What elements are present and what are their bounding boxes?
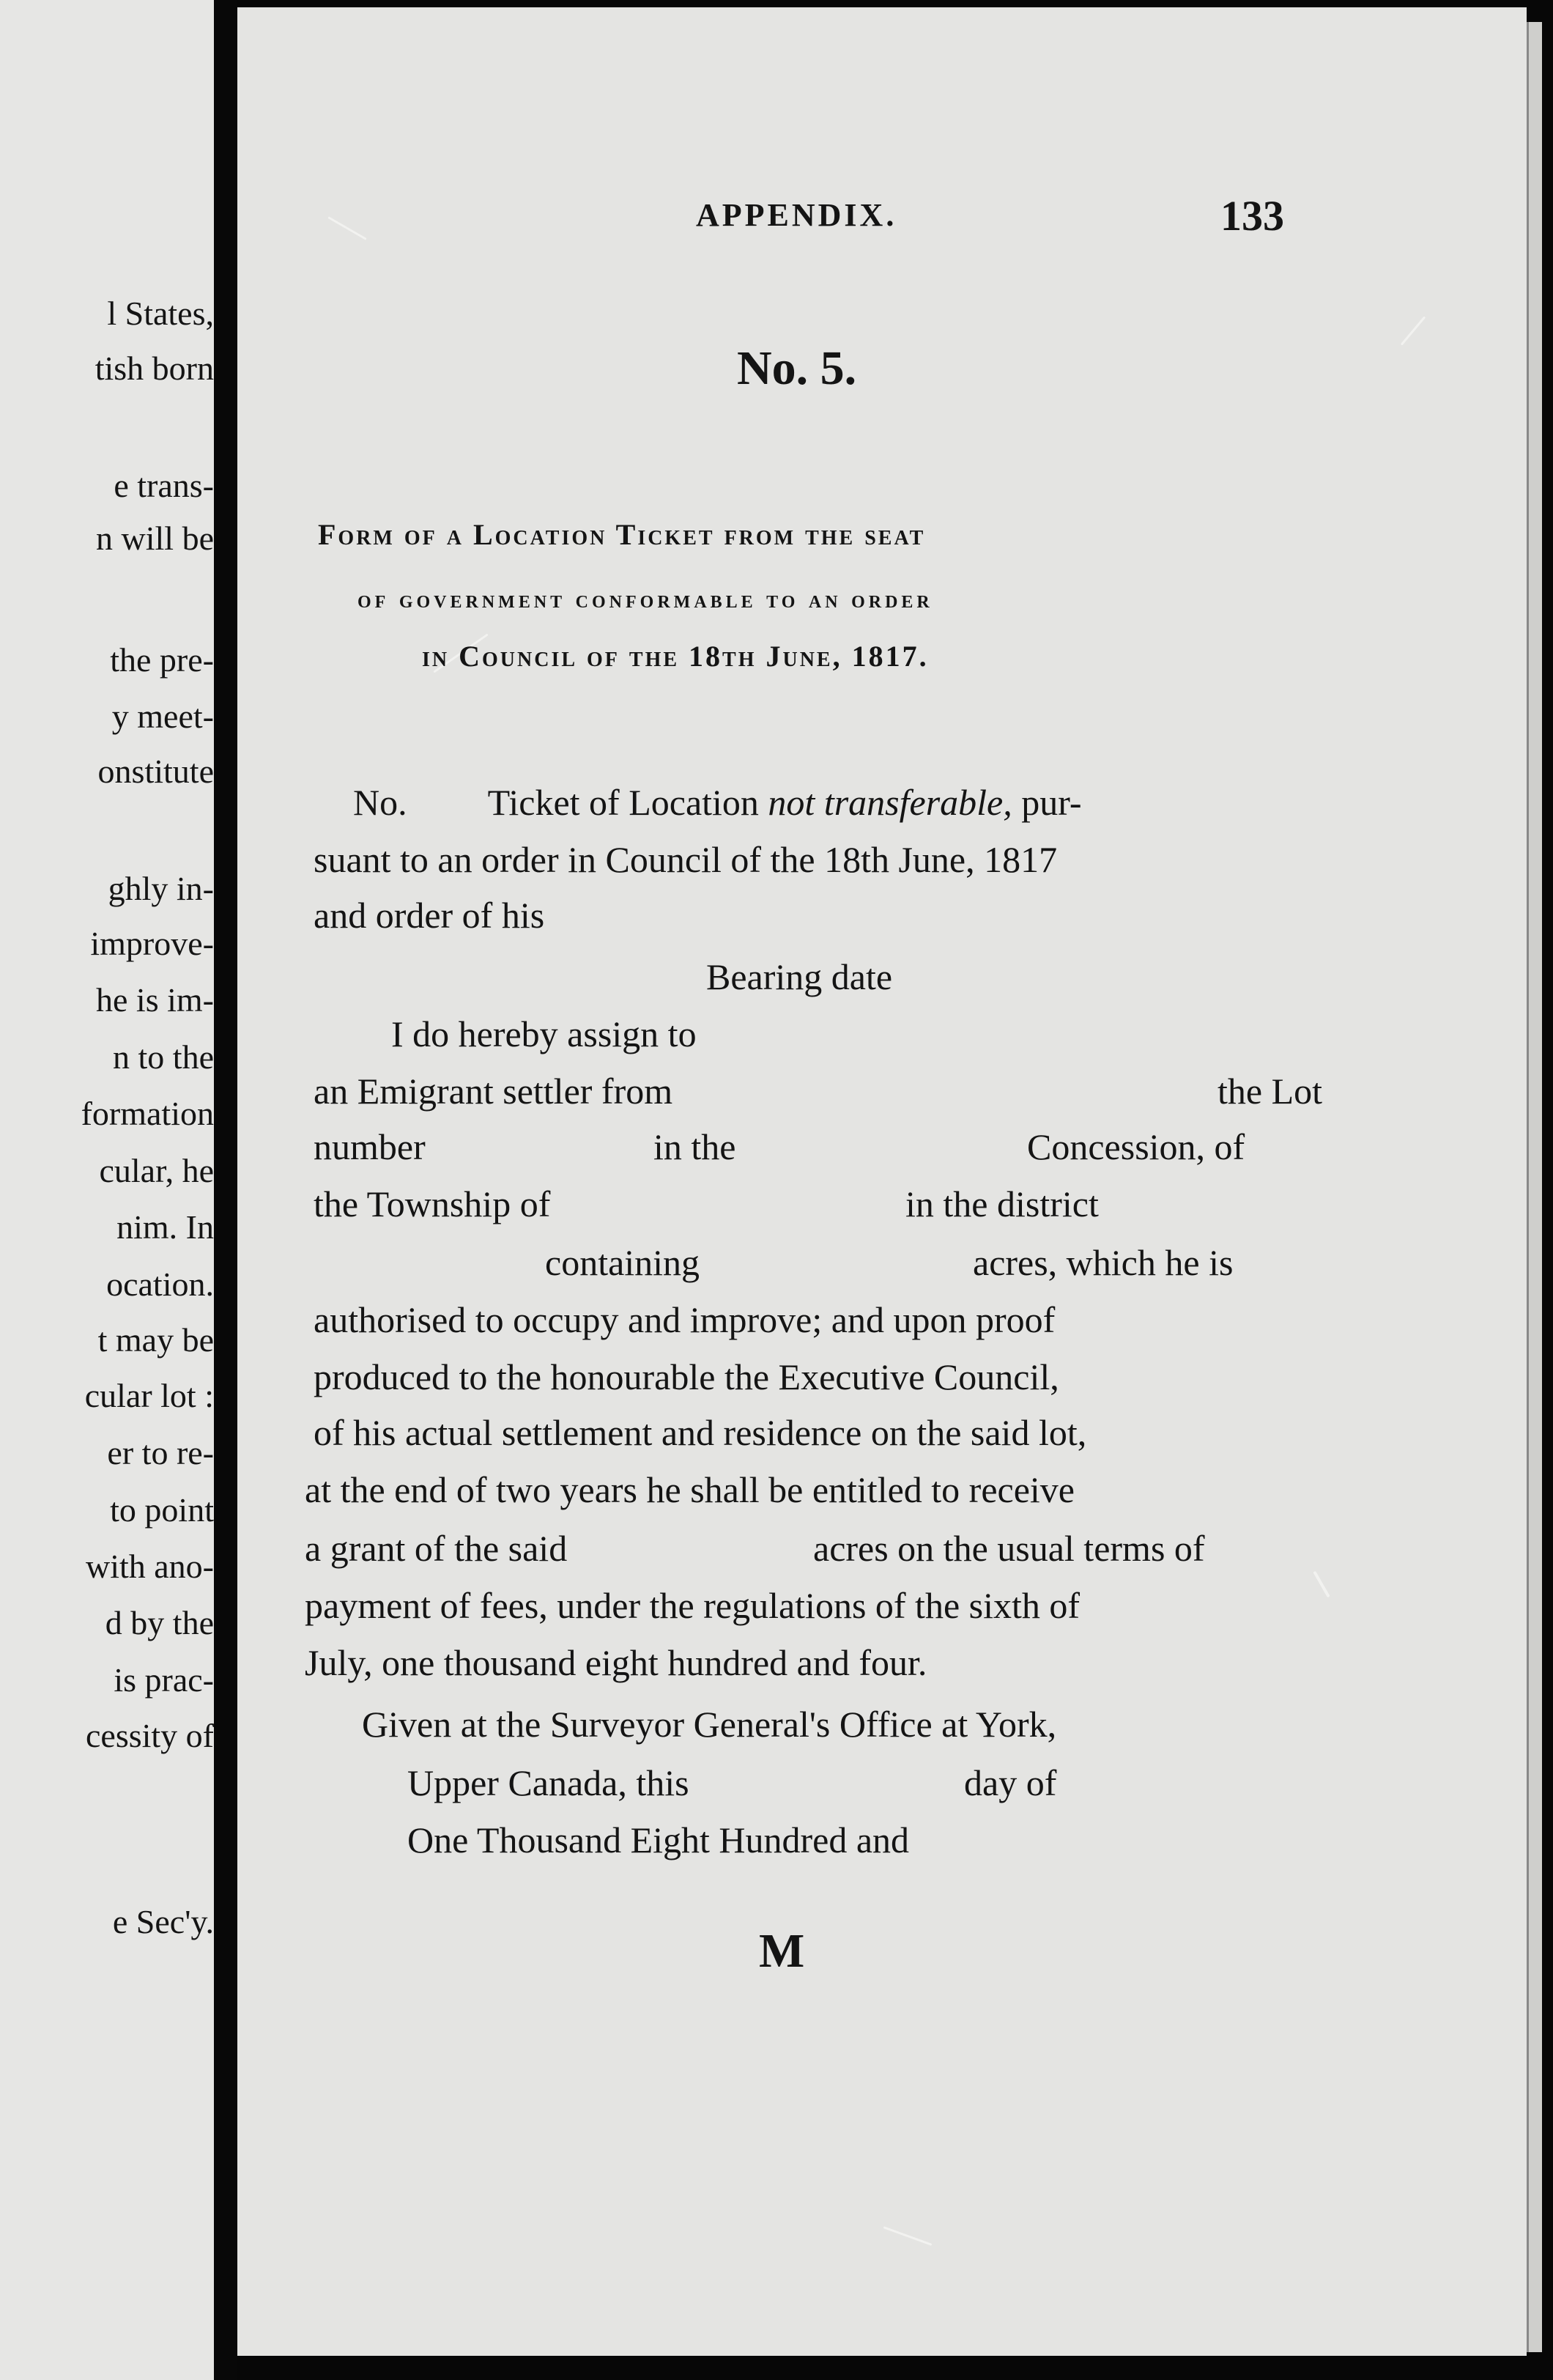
left-page-line: d by the bbox=[105, 1604, 214, 1641]
left-page-line: y meet- bbox=[111, 698, 214, 735]
number-label: number bbox=[314, 1126, 426, 1167]
body-line: and order of his bbox=[314, 895, 545, 936]
left-page-line: ocation. bbox=[106, 1265, 214, 1303]
left-page-line: improve- bbox=[90, 925, 214, 962]
not-transferable-text: not transferable, bbox=[768, 782, 1012, 823]
body-line: July, one thousand eight hundred and four. bbox=[305, 1642, 927, 1683]
left-page-line: cular, he bbox=[99, 1152, 214, 1189]
left-page-line: to point bbox=[110, 1491, 214, 1529]
left-page-line: n will be bbox=[96, 520, 214, 557]
day-of-label: day of bbox=[964, 1762, 1057, 1803]
left-page-line: the pre- bbox=[110, 641, 214, 679]
bearing-date-label: Bearing date bbox=[706, 956, 893, 997]
left-page-line: cessity of bbox=[85, 1717, 214, 1754]
containing-label: containing bbox=[545, 1242, 700, 1283]
left-page-line: cular lot : bbox=[84, 1377, 214, 1414]
book-gutter bbox=[214, 0, 237, 2380]
body-line: suant to an order in Council of the 18th June, 1817 bbox=[314, 839, 1058, 880]
left-page-line: er to re- bbox=[107, 1434, 214, 1471]
left-page-line: formation bbox=[81, 1095, 214, 1132]
scan-speck bbox=[1313, 1571, 1330, 1598]
page-edge bbox=[1527, 22, 1542, 2352]
ticket-text: Ticket of Location bbox=[487, 782, 759, 823]
township-label: the Township of bbox=[314, 1183, 551, 1224]
body-line: One Thousand Eight Hundred and bbox=[407, 1819, 910, 1860]
scan-speck bbox=[327, 216, 366, 240]
emigrant-label: an Emigrant settler from bbox=[314, 1071, 673, 1112]
lot-label: the Lot bbox=[1217, 1071, 1323, 1112]
left-page-line: with ano- bbox=[85, 1548, 214, 1585]
left-page-line: nim. In bbox=[116, 1208, 214, 1246]
running-head: APPENDIX. bbox=[696, 197, 897, 233]
left-page-line: e Sec'y. bbox=[112, 1903, 214, 1940]
body-line: I do hereby assign to bbox=[391, 1013, 697, 1054]
body-line: payment of fees, under the regulations of the sixth of bbox=[305, 1585, 1081, 1626]
book-page bbox=[237, 7, 1527, 2356]
body-line: Given at the Surveyor General's Office at York, bbox=[362, 1704, 1057, 1745]
left-page-line: onstitute bbox=[97, 753, 214, 790]
title-line-2: of government conformable to an order bbox=[357, 586, 933, 613]
body-line: of his actual settlement and residence on the said lot, bbox=[314, 1412, 1087, 1453]
left-page-line: t may be bbox=[97, 1321, 214, 1359]
title-line-1: Form of a Location Ticket from the seat bbox=[318, 518, 926, 551]
body-line: authorised to occupy and improve; and upon proof bbox=[314, 1299, 1056, 1340]
left-page-line: n to the bbox=[113, 1038, 214, 1076]
in-the-label: in the bbox=[653, 1126, 736, 1167]
body-line bbox=[353, 784, 1082, 821]
scan-speck bbox=[1401, 316, 1426, 345]
signature-mark: M bbox=[759, 1924, 805, 1978]
upper-canada-label: Upper Canada, this bbox=[407, 1762, 689, 1803]
terms-label: acres on the usual terms of bbox=[813, 1528, 1205, 1569]
grant-label: a grant of the said bbox=[305, 1528, 568, 1569]
left-page-line: l States, bbox=[107, 295, 214, 332]
scan-speck bbox=[883, 2226, 933, 2246]
left-page-line: e trans- bbox=[114, 467, 214, 504]
left-page-line: is prac- bbox=[114, 1661, 214, 1699]
concession-label: Concession, of bbox=[1027, 1126, 1245, 1167]
left-page-line: tish born bbox=[94, 350, 214, 387]
body-line: produced to the honourable the Executive Council, bbox=[314, 1356, 1059, 1397]
left-page-fragment bbox=[0, 0, 214, 2380]
left-page-line: ghly in- bbox=[108, 870, 214, 907]
ticket-number-label: No. bbox=[353, 782, 407, 823]
left-page-line: he is im- bbox=[96, 981, 214, 1019]
body-line: at the end of two years he shall be entitled to receive bbox=[305, 1469, 1075, 1510]
page-number: 133 bbox=[1220, 192, 1284, 240]
acres-label: acres, which he is bbox=[973, 1242, 1234, 1283]
title-line-3: in Council of the 18th June, 1817. bbox=[422, 640, 929, 673]
district-label: in the district bbox=[905, 1183, 1099, 1224]
body-fragment: pur- bbox=[1021, 782, 1082, 823]
document-number: No. 5. bbox=[737, 341, 857, 395]
